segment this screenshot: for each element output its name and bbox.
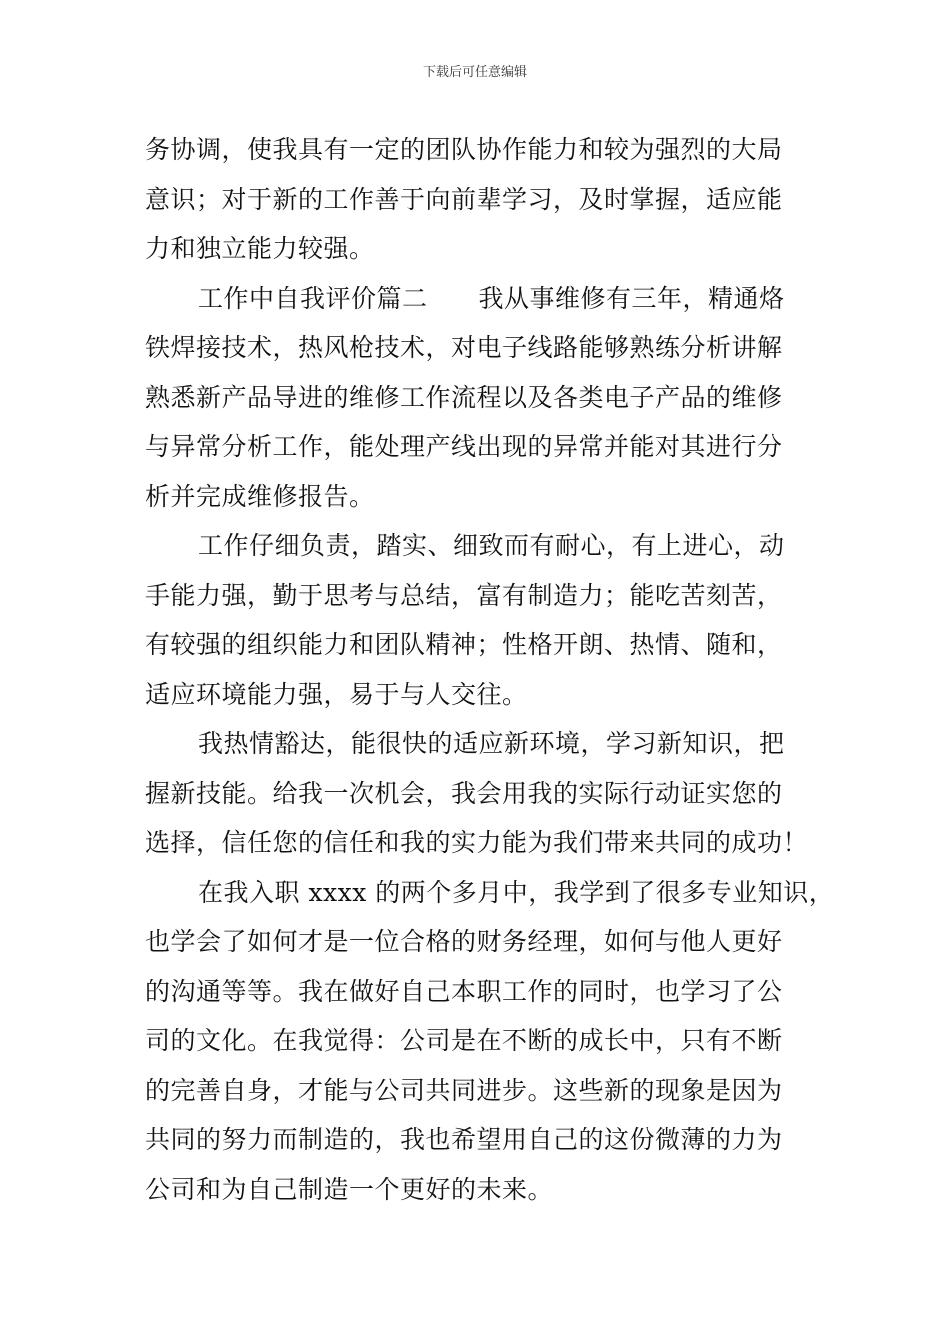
text-line: 也学会了如何才是一位合格的财务经理，如何与他人更好	[145, 927, 783, 956]
paragraph-first-line: 在我入职 xxxx 的两个多月中，我学到了很多专业知识，	[198, 877, 835, 907]
text-line: 力和独立能力较强。	[145, 234, 375, 263]
text-line: 与异常分析工作，能处理产线出现的异常并能对其进行分	[145, 432, 783, 461]
page-header-note: 下载后可任意编辑	[422, 65, 527, 80]
paragraph-first-line: 我热情豁达，能很快的适应新环境，学习新知识，把	[198, 729, 785, 758]
paragraph-first-line: 工作中自我评价篇二 我从事维修有三年，精通烙	[198, 283, 785, 313]
text-line: 析并完成维修报告。	[145, 481, 375, 511]
text-line: 有较强的组织能力和团队精神；性格开朗、热情、随和，	[145, 630, 783, 659]
text-line: 共同的努力而制造的，我也希望用自己的这份微薄的力为	[145, 1125, 783, 1154]
text-line: 握新技能。给我一次机会，我会用我的实际行动证实您的	[145, 778, 783, 808]
text-line: 的完善自身，才能与公司共同进步。这些新的现象是因为	[145, 1075, 783, 1105]
text-line: 司的文化。在我觉得：公司是在不断的成长中，只有不断	[145, 1026, 783, 1055]
text-line: 选择，信任您的信任和我的实力能为我们带来共同的成功！	[145, 828, 809, 857]
text-line: 公司和为自己制造一个更好的未来。	[145, 1174, 554, 1204]
text-line: 手能力强，勤于思考与总结，富有制造力；能吃苦刻苦，	[145, 580, 783, 610]
text-line: 铁焊接技术，热风枪技术，对电子线路能够熟练分析讲解	[145, 333, 783, 362]
text-line: 的沟通等等。我在做好自己本职工作的同时，也学习了公	[145, 976, 783, 1006]
document-body	[145, 125, 835, 1214]
text-line: 意识；对于新的工作善于向前辈学习，及时掌握，适应能	[145, 184, 783, 214]
text-line: 务协调，使我具有一定的团队协作能力和较为强烈的大局	[145, 135, 783, 164]
text-line: 熟悉新产品导进的维修工作流程以及各类电子产品的维修	[145, 382, 783, 412]
paragraph-first-line: 工作仔细负责，踏实、细致而有耐心，有上进心，动	[198, 531, 785, 560]
text-line: 适应环境能力强，易于与人交往。	[145, 679, 528, 709]
